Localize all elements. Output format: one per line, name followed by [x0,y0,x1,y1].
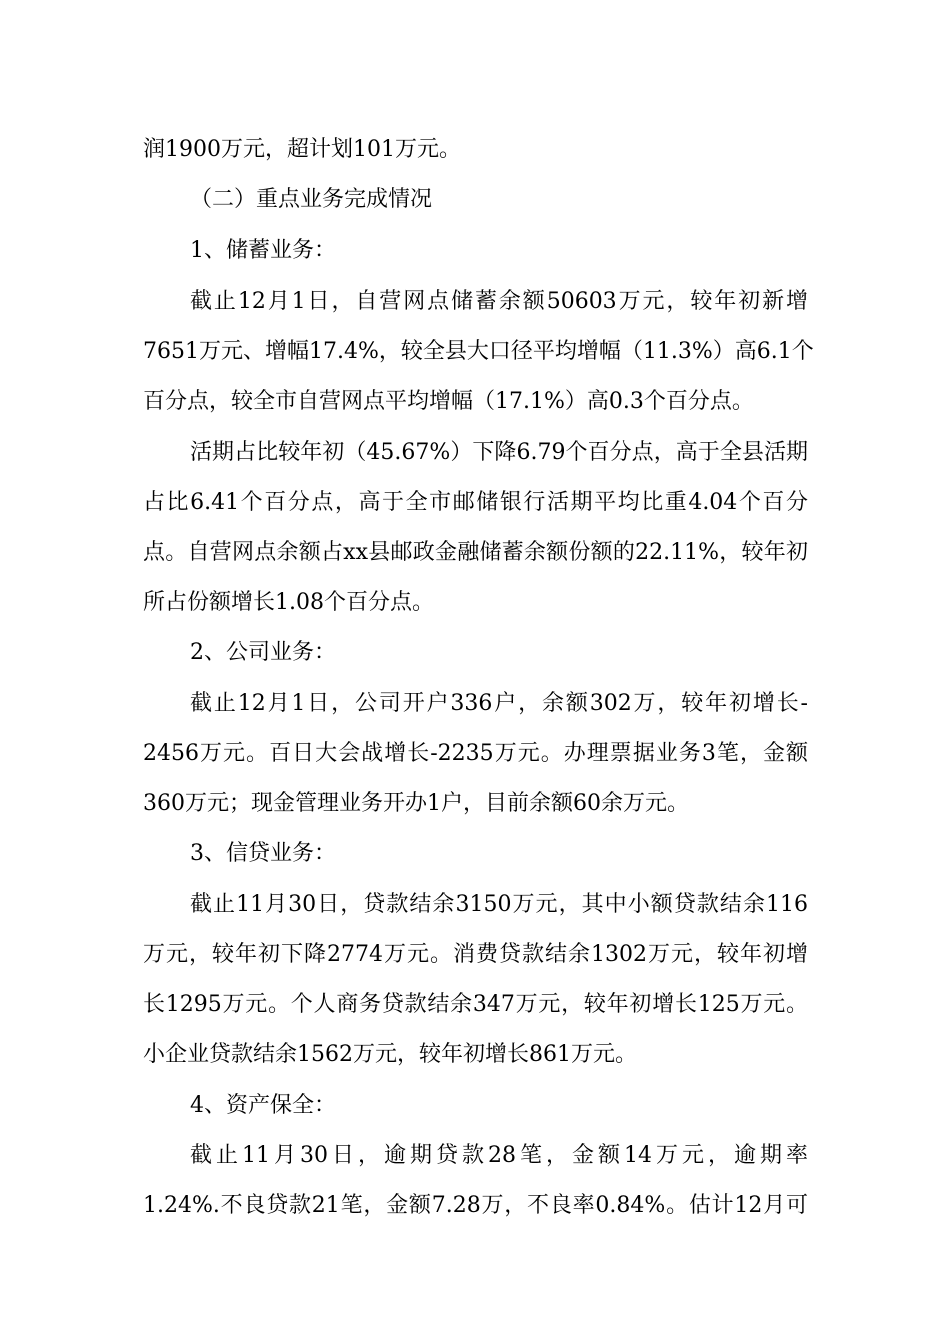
section-heading: （二）重点业务完成情况 [190,187,433,212]
subsection-heading: 2、公司业务： [190,640,336,665]
paragraph-line: 占比6.41个百分点，高于全市邮储银行活期平均比重4.04个百分 [143,490,808,515]
paragraph-line: 点。自营网点余额占xx县邮政金融储蓄余额份额的22.11%，较年初 [143,540,808,565]
paragraph-line: 截止12月1日，自营网点储蓄余额50603万元，较年初新增 [190,289,808,314]
paragraph-line: 截止12月1日，公司开户336户，余额302万，较年初增长- [190,691,808,716]
paragraph-line: 7651万元、增幅17.4%，较全县大口径平均增幅（11.3%）高6.1个 [143,339,814,364]
paragraph-line: 活期占比较年初（45.67%）下降6.79个百分点，高于全县活期 [190,440,808,465]
paragraph-line: 所占份额增长1.08个百分点。 [143,590,434,615]
paragraph-line: 1.24%.不良贷款21笔，金额7.28万，不良率0.84%。估计12月可 [143,1193,808,1218]
paragraph-line: 万元，较年初下降2774万元。消费贷款结余1302万元，较年初增 [143,942,808,967]
subsection-heading: 1、储蓄业务： [190,238,336,263]
paragraph-line: 长1295万元。个人商务贷款结余347万元，较年初增长125万元。 [143,992,808,1017]
paragraph-line: 润1900万元，超计划101万元。 [143,137,461,162]
paragraph-line: 截止11月30日，逾期贷款28笔，金额14万元，逾期率 [190,1143,808,1168]
paragraph-line: 小企业贷款结余1562万元，较年初增长861万元。 [143,1042,637,1067]
paragraph-line: 截止11月30日，贷款结余3150万元，其中小额贷款结余116 [190,892,808,917]
paragraph-line: 百分点，较全市自营网点平均增幅（17.1%）高0.3个百分点。 [143,389,754,414]
paragraph-line: 2456万元。百日大会战增长-2235万元。办理票据业务3笔，金额 [143,741,808,766]
subsection-heading: 3、信贷业务： [190,841,336,866]
paragraph-line: 360万元；现金管理业务开办1户，目前余额60余万元。 [143,791,689,816]
subsection-heading: 4、资产保全： [190,1093,336,1118]
